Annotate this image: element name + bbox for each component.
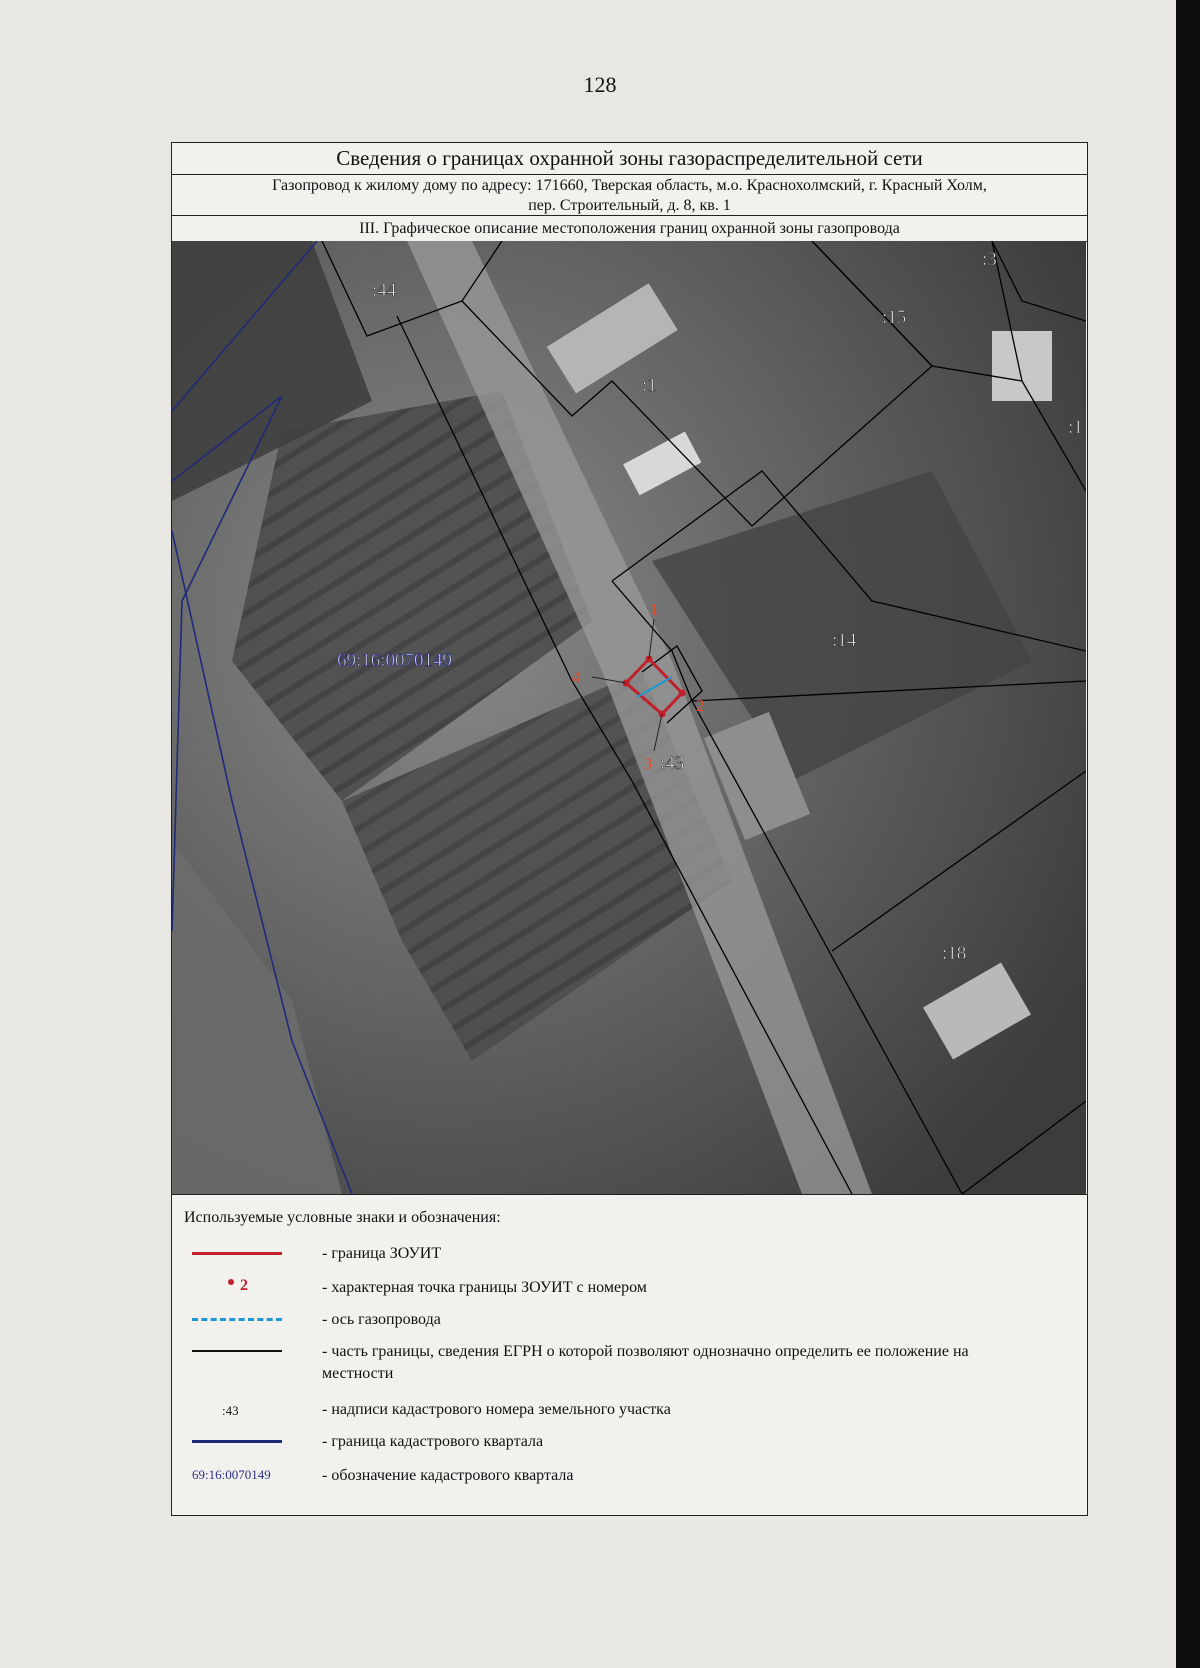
parcel-label-3: :3	[982, 249, 997, 270]
point-label-3: 3	[643, 754, 653, 773]
document-frame	[171, 142, 1088, 1516]
parcel-label-43: :43	[660, 753, 685, 774]
scan-edge-bar	[1176, 0, 1200, 1668]
legend-text: - ось газопровода	[322, 1311, 441, 1328]
object-line-1: Газопровод к жилому дому по адресу: 171660, Тверская область, м.о. Краснохолмский, г. Красный Холм,	[272, 177, 987, 194]
legend-symbol-black-line	[184, 1337, 294, 1367]
point-label-4: 4	[571, 668, 581, 687]
object-line-2: пер. Строительный, д. 8, кв. 1	[528, 197, 731, 214]
legend-text: - граница кадастрового квартала	[322, 1433, 544, 1450]
legend-symbol-parcel-label: :43	[222, 1403, 239, 1418]
legend-symbol-quarter-label: 69:16:0070149	[192, 1467, 271, 1482]
parcel-label-44: :44	[372, 280, 397, 301]
parcel-label-1: :1	[642, 375, 657, 396]
zouit-point-2[interactable]	[679, 690, 686, 697]
legend-text: - обозначение кадастрового квартала	[322, 1467, 574, 1484]
document-title: Сведения о границах охранной зоны газораспределительной сети	[172, 143, 1087, 175]
parcel-label-1-right: :1	[1068, 417, 1083, 438]
aerial-map[interactable]	[172, 241, 1086, 1194]
parcel-label-18: :18	[942, 943, 967, 964]
legend	[172, 1194, 1087, 1515]
legend-text: - характерная точка границы ЗОУИТ с номером	[322, 1279, 647, 1296]
point-label-1: 1	[649, 600, 659, 619]
page-number: 128	[583, 72, 617, 97]
object-description	[172, 174, 1087, 216]
legend-text: - часть границы, сведения ЕГРН о которой позволяют однозначно определить ее положение на местности	[322, 1343, 969, 1382]
legend-title: Используемые условные знаки и обозначения:	[184, 1209, 501, 1226]
parcel-label-14: :14	[832, 630, 857, 651]
legend-text: - граница ЗОУИТ	[322, 1245, 442, 1262]
building-3	[992, 331, 1052, 401]
legend-symbol-navy-line	[184, 1427, 294, 1457]
map-canvas	[172, 241, 1086, 1194]
point-label-2: 2	[696, 696, 705, 715]
legend-symbol-red-point: 2	[184, 1273, 294, 1303]
parcel-label-15: :15	[882, 307, 907, 328]
quarter-label-map: 69:16:0070149	[337, 650, 453, 671]
legend-symbol-blue-dashed-line	[184, 1305, 294, 1335]
legend-symbol-red-line	[184, 1239, 294, 1269]
legend-text: - надписи кадастрового номера земельного участка	[322, 1401, 671, 1418]
section-title: III. Графическое описание местоположения границ охранной зоны газопровода	[172, 216, 1087, 242]
